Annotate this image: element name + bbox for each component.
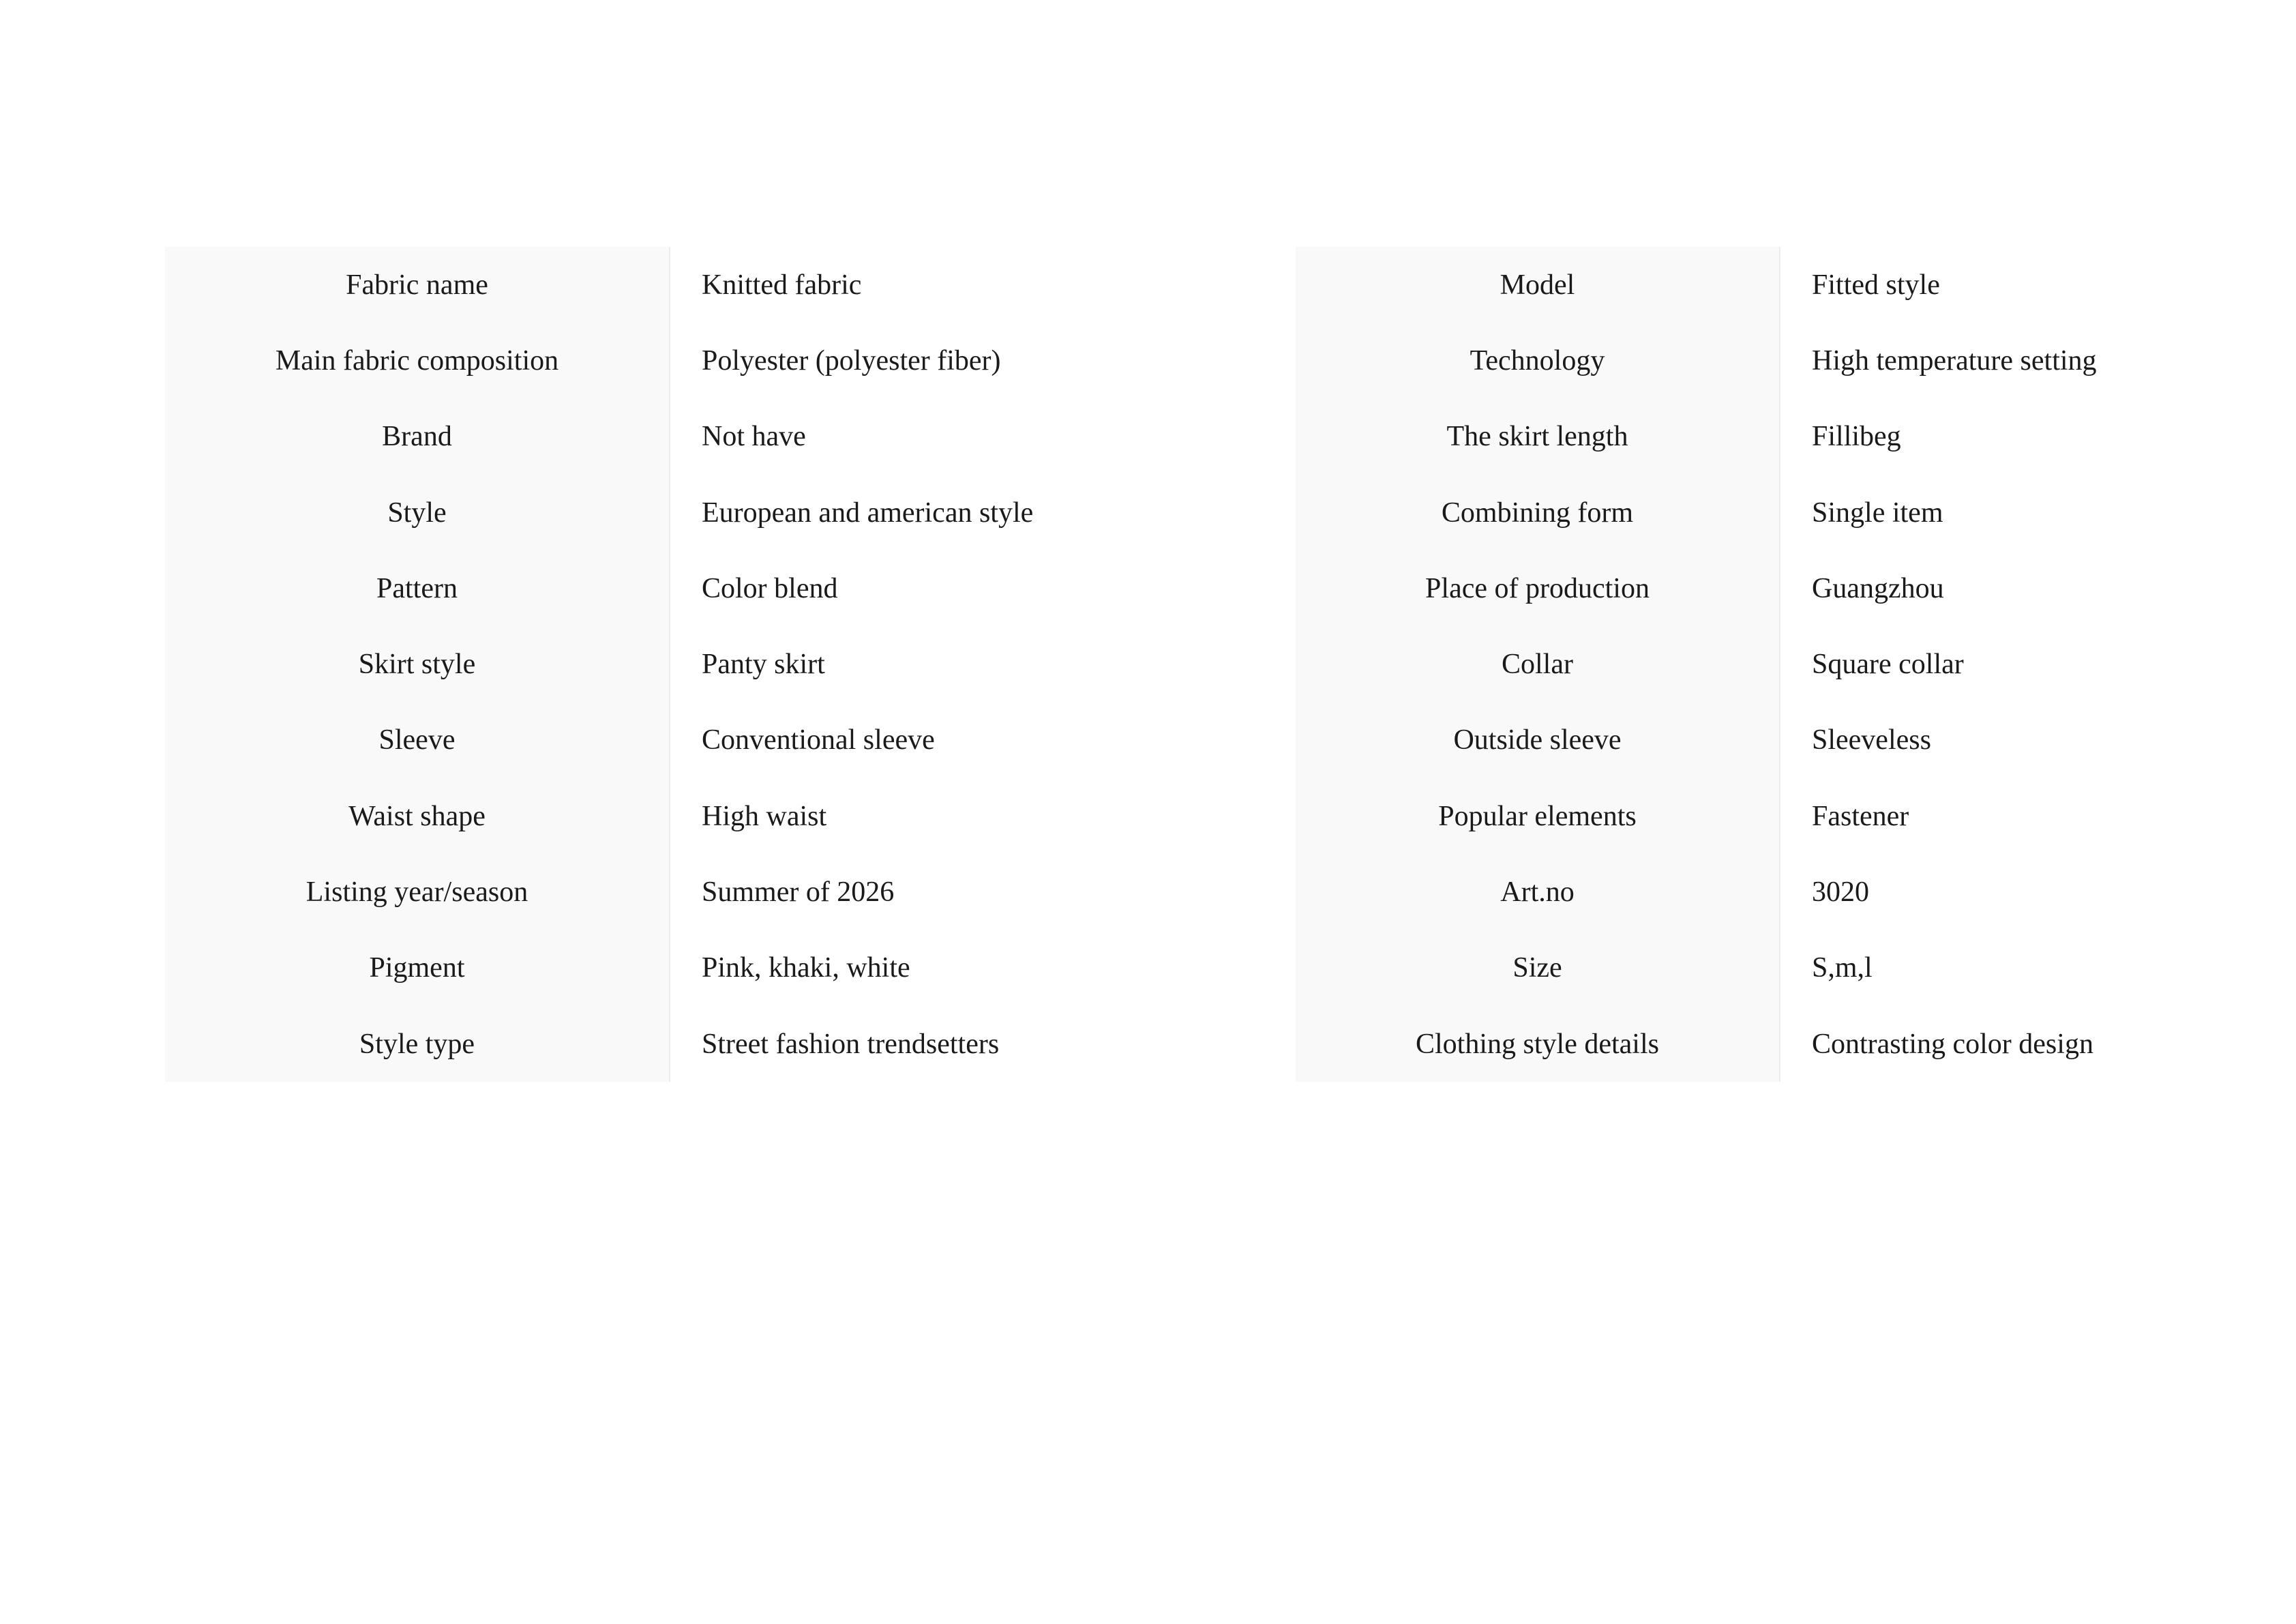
spec-row — [165, 399, 2129, 475]
spec-value: High waist — [670, 778, 1296, 854]
spec-value: Panty skirt — [670, 626, 1296, 702]
spec-value: Color blend — [670, 550, 1296, 626]
spec-label: Model — [1296, 247, 1780, 323]
spec-value: Single item — [1780, 475, 2129, 550]
spec-label: Fabric name — [165, 247, 670, 323]
spec-label: Clothing style details — [1296, 1006, 1780, 1082]
spec-label: Style — [165, 475, 670, 550]
spec-label: Place of production — [1296, 550, 1780, 626]
spec-label: Sleeve — [165, 703, 670, 778]
spec-value: S,m,l — [1780, 930, 2129, 1006]
spec-value: High temperature setting — [1780, 323, 2129, 398]
spec-value: Street fashion trendsetters — [670, 1006, 1296, 1082]
spec-value: European and american style — [670, 475, 1296, 550]
spec-label: Outside sleeve — [1296, 703, 1780, 778]
spec-value: Sleeveless — [1780, 703, 2129, 778]
spec-value: Square collar — [1780, 626, 2129, 702]
spec-value: Guangzhou — [1780, 550, 2129, 626]
spec-row — [165, 550, 2129, 626]
spec-value: Pink, khaki, white — [670, 930, 1296, 1006]
spec-label: Waist shape — [165, 778, 670, 854]
spec-label: Brand — [165, 399, 670, 475]
spec-value: Not have — [670, 399, 1296, 475]
spec-value: Knitted fabric — [670, 247, 1296, 323]
spec-row — [165, 703, 2129, 778]
spec-row — [165, 475, 2129, 550]
spec-row — [165, 930, 2129, 1006]
spec-table-body — [165, 247, 2129, 1082]
spec-row — [165, 854, 2129, 930]
spec-label: The skirt length — [1296, 399, 1780, 475]
spec-label: Combining form — [1296, 475, 1780, 550]
spec-row — [165, 626, 2129, 702]
spec-row — [165, 778, 2129, 854]
spec-value: Fitted style — [1780, 247, 2129, 323]
spec-label: Size — [1296, 930, 1780, 1006]
spec-label: Style type — [165, 1006, 670, 1082]
spec-value: Summer of 2026 — [670, 854, 1296, 930]
spec-label: Pigment — [165, 930, 670, 1006]
spec-label: Popular elements — [1296, 778, 1780, 854]
spec-value: Conventional sleeve — [670, 703, 1296, 778]
spec-row — [165, 1006, 2129, 1082]
spec-label: Art.no — [1296, 854, 1780, 930]
spec-label: Listing year/season — [165, 854, 670, 930]
spec-label: Technology — [1296, 323, 1780, 398]
spec-label: Skirt style — [165, 626, 670, 702]
spec-value: Fillibeg — [1780, 399, 2129, 475]
spec-label: Pattern — [165, 550, 670, 626]
product-spec-table — [165, 247, 2129, 1082]
spec-value: 3020 — [1780, 854, 2129, 930]
spec-label: Collar — [1296, 626, 1780, 702]
spec-value: Contrasting color design — [1780, 1006, 2129, 1082]
spec-value: Polyester (polyester fiber) — [670, 323, 1296, 398]
spec-row — [165, 247, 2129, 323]
spec-row — [165, 323, 2129, 398]
spec-label: Main fabric composition — [165, 323, 670, 398]
spec-value: Fastener — [1780, 778, 2129, 854]
